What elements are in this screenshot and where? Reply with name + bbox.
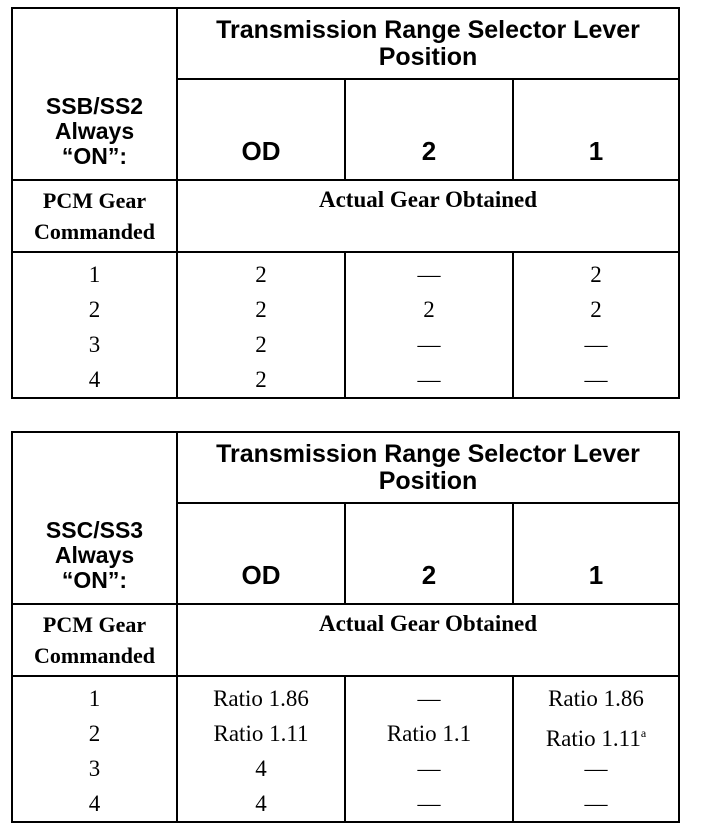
selector-header-line-1: Transmission Range Selector Lever <box>216 15 640 44</box>
commanded-value: 4 <box>88 791 101 816</box>
selector-position-header <box>177 8 679 79</box>
pos1-column <box>513 252 679 398</box>
od-value: Ratio 1.11 <box>213 721 309 746</box>
commanded-value: 1 <box>88 262 101 287</box>
selector-position-header <box>177 432 679 503</box>
pos1-value: — <box>584 367 608 392</box>
od-value: 2 <box>255 367 267 392</box>
pos1-column <box>513 676 679 822</box>
pos1-value <box>514 716 678 751</box>
pos1-value: 2 <box>590 262 602 287</box>
commanded-value: 2 <box>88 297 101 322</box>
position-2-header: 2 <box>345 79 513 180</box>
od-column <box>177 252 345 398</box>
selector-header-line-2: Position <box>378 466 478 495</box>
mode-label-line-1: SSB/SS2 <box>45 93 144 119</box>
mode-label-line-2: Always <box>54 118 135 144</box>
actual-gear-header: Actual Gear Obtained <box>177 180 679 252</box>
pos1-value: Ratio 1.86 <box>548 686 644 711</box>
pos2-value: — <box>417 686 441 711</box>
od-value: 4 <box>255 791 267 816</box>
commanded-column <box>12 676 177 822</box>
pos2-column <box>345 252 513 398</box>
od-value: Ratio 1.86 <box>213 686 309 711</box>
position-2-header: 2 <box>345 503 513 604</box>
mode-label-line-1: SSC/SS3 <box>45 517 144 543</box>
position-1-header: 1 <box>513 79 679 180</box>
pcm-header-line-1: PCM Gear <box>42 612 147 637</box>
selector-header-line-1: Transmission Range Selector Lever <box>216 439 640 468</box>
corner-cell <box>12 8 177 79</box>
mode-label-line-3: “ON”: <box>61 567 128 593</box>
mode-label-line-2: Always <box>54 542 135 568</box>
mode-label-line-3: “ON”: <box>61 143 128 169</box>
commanded-column <box>12 252 177 398</box>
position-od-header: OD <box>177 503 345 604</box>
actual-gear-header: Actual Gear Obtained <box>177 604 679 676</box>
pcm-header-line-2: Commanded <box>33 643 155 668</box>
od-value: 4 <box>255 756 267 781</box>
od-value: 2 <box>255 332 267 357</box>
commanded-value: 2 <box>88 721 101 746</box>
commanded-value: 1 <box>88 686 101 711</box>
mode-label-cell <box>12 503 177 604</box>
pos2-value: — <box>417 332 441 357</box>
commanded-value: 4 <box>88 367 101 392</box>
pos2-value: — <box>417 791 441 816</box>
od-value: 2 <box>255 262 267 287</box>
pcm-gear-header <box>12 604 177 676</box>
pos2-value: — <box>417 367 441 392</box>
pos1-value: — <box>584 791 608 816</box>
mode-label-cell <box>12 79 177 180</box>
commanded-value: 3 <box>88 332 101 357</box>
pos2-value: — <box>417 262 441 287</box>
pcm-gear-header <box>12 180 177 252</box>
position-od-header: OD <box>177 79 345 180</box>
pos2-value: — <box>417 756 441 781</box>
pos2-column <box>345 676 513 822</box>
corner-cell <box>12 432 177 503</box>
commanded-value: 3 <box>88 756 101 781</box>
selector-header-line-2: Position <box>378 42 478 71</box>
pos2-value: Ratio 1.1 <box>386 721 472 746</box>
gear-table-ssb-ss2 <box>11 7 680 399</box>
gear-table-ssc-ss3 <box>11 431 680 823</box>
od-column <box>177 676 345 822</box>
pos2-value: 2 <box>423 297 435 322</box>
position-1-header: 1 <box>513 503 679 604</box>
pos1-value: 2 <box>590 297 602 322</box>
pos1-value: — <box>584 756 608 781</box>
pcm-header-line-2: Commanded <box>33 219 155 244</box>
od-value: 2 <box>255 297 267 322</box>
pos1-value-text: Ratio 1.11 <box>545 726 641 751</box>
footnote-marker: a <box>640 726 647 740</box>
pcm-header-line-1: PCM Gear <box>42 188 147 213</box>
pos1-value: — <box>584 332 608 357</box>
